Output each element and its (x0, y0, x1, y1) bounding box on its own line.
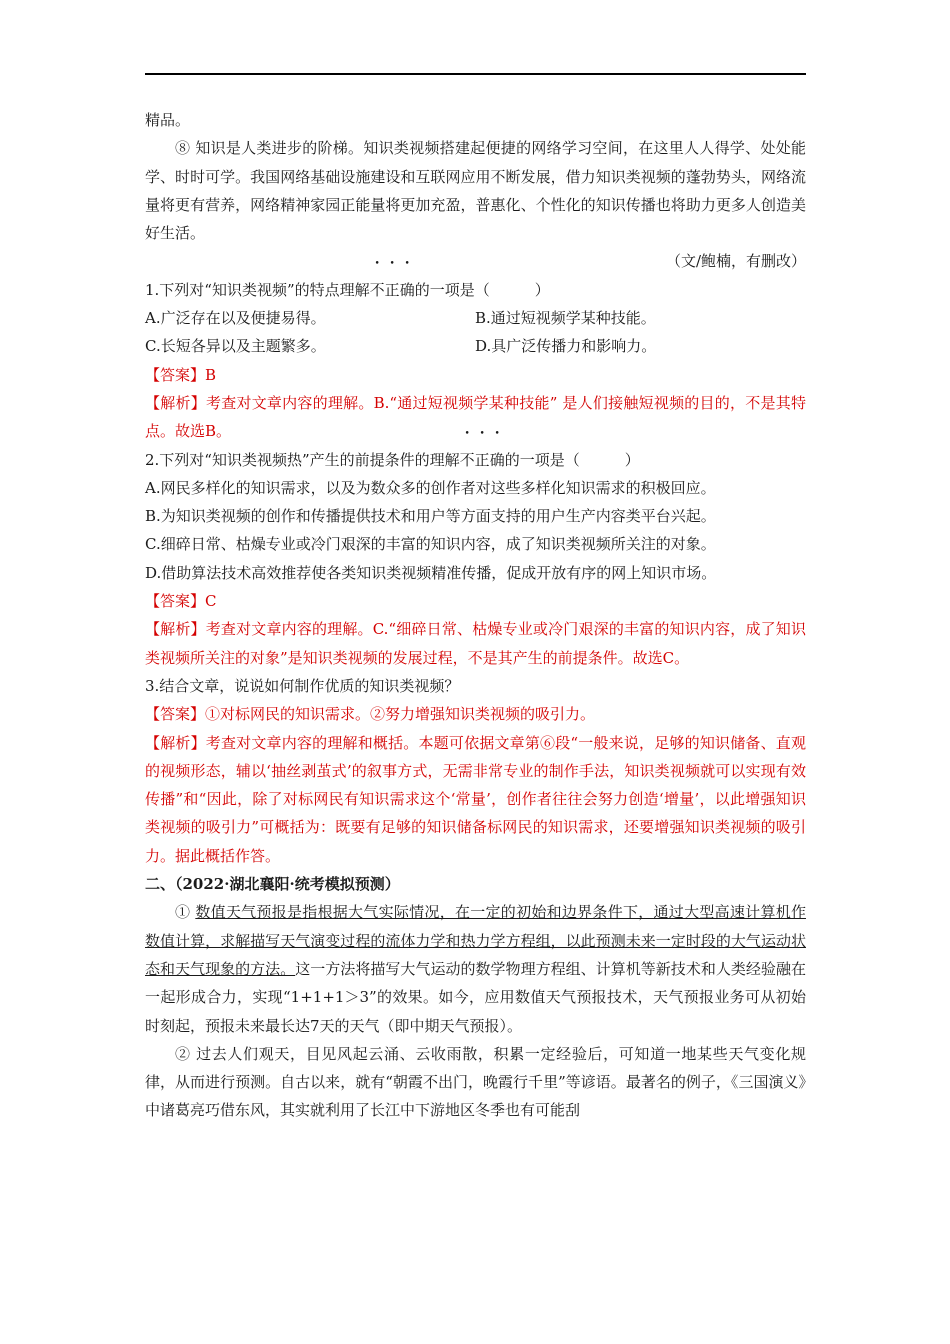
q2-option-a: A.网民多样化的知识需求，以及为数众多的创作者对这些多样化知识需求的积极回应。 (145, 478, 716, 497)
q3-stem: 3.结合文章，说说如何制作优质的知识类视频？ (145, 676, 460, 695)
emphasis-char: 不 (459, 450, 475, 469)
emphasis-char: 不 (369, 280, 385, 299)
q2-answer: 【答案】C (145, 592, 217, 611)
q1-option-b: B.通过短视频学某种技能。 (475, 309, 656, 328)
q2-analysis: 【解析】考查对文章内容的理解。C.“细碎日常、枯燥专业或冷门艰深的丰富的知识内容，成了知识类视频所关注的对象”是知识类视频的发展过程，不是其产生的前提条件。故选C。 (145, 620, 806, 667)
emphasis-char: 正 (474, 450, 490, 469)
q1-option-a: A.广泛存在以及便捷易得。 (145, 309, 326, 328)
emphasis-char: 确 (489, 450, 505, 469)
section-2-paragraph-2: ② 过去人们观天，目见风起云涌、云收雨散，积累一定经验后，可知道一地某些天气变化规律，从而进行预测。自古以来，就有“朝霞不出门，晚霞行千里”等谚语。最著名的例子，《三国演义》中诸葛亮巧借东风，其实就利用了长江中下游地区冬季也有可能刮 (145, 1044, 806, 1120)
q1-option-d: D.具广泛传播力和影响力。 (475, 337, 657, 356)
emphasis-char: 确 (399, 280, 415, 299)
q3-answer: 【答案】①对标网民的知识需求。②努力增强知识类视频的吸引力。 (145, 705, 596, 724)
source-citation: （文/鲍楠，有删改） (665, 252, 806, 271)
underlined-definition: 数值天气预报是指根据大气实际情况，在一定的初始和边界条件下，通过大型高速计算机作数值计算，求解描写天气演变过程的流体力学和热力学方程组，以此预测未来一定时段的大气运动状态和天气现象的方法。 (145, 903, 806, 978)
section-2-heading: 二、（2022·湖北襄阳·统考模拟预测） (145, 875, 400, 894)
document-page (145, 106, 806, 1125)
paragraph-8: ⑧ 知识是人类进步的阶梯。知识类视频搭建起便捷的网络学习空间，在这里人人得学、处处能学、时时可学。我国网络基础设施建设和互联网应用不断发展，借力知识类视频的蓬勃势头，网络流量将更有营养，网络精神家园正能量将更加充盈，普惠化、个性化的知识传播也将助力更多人创造美好生活。 (145, 139, 806, 243)
header-rule (145, 73, 806, 75)
q1-analysis: 【解析】考查对文章内容的理解。B.“通过短视频学某种技能” 是人们接触短视频的目的，不是其特点。故选B。 (145, 393, 806, 441)
emphasis-char: 正 (384, 280, 400, 299)
q2-option-b: B.为知识类视频的创作和传播提供技术和用户等方面支持的用户生产内容类平台兴起。 (145, 507, 716, 526)
q2-option-d: D.借助算法技术高效推荐使各类知识类视频精准传播，促成开放有序的网上知识市场。 (145, 563, 717, 582)
q1-answer: 【答案】B (145, 365, 217, 384)
q2-stem: 2.下列对“知识类视频热”产生的前提条件的理解不正确的一项是（ ） (145, 446, 806, 474)
q3-analysis: 【解析】考查对文章内容的理解和概括。本题可依据文章第⑥段“一般来说，足够的知识储备、直观的视频形态，辅以‘抽丝剥茧式’的叙事方式，无需非常专业的制作手法，知识类视频就可以实现有效传播”和“因此，除了对标网民有知识需求这个‘常量’，创作者往往会努力创造‘增量’，以此增强知识类视频的吸引力”可概括为：既要有足够的知识储备标网民的知识需求，还要增强知识类视频的吸引力。据此概括作答。 (145, 733, 806, 865)
section-2-paragraph-1: ① 数值天气预报是指根据大气实际情况，在一定的初始和边界条件下，通过大型高速计算机作数值计算，求解描写天气演变过程的流体力学和热力学方程组，以此预测未来一定时段的大气运动状态和天气现象的方法。这一方法将描写大气运动的数学物理方程组、计算机等新技术和人类经验融在一起形成合力，实现“1+1+1＞3”的效果。如今，应用数值天气预报技术，天气预报业务可从初始时刻起，预报未来最长达7天的天气（即中期天气预报）。 (145, 903, 806, 1035)
continued-text: 精品。 (145, 111, 191, 129)
q2-option-c: C.细碎日常、枯燥专业或冷门艰深的丰富的知识内容，成了知识类视频所关注的对象。 (145, 535, 716, 554)
q1-options (145, 304, 806, 361)
q1-stem: 1.下列对“知识类视频”的特点理解不正确的一项是（ ） (145, 276, 806, 304)
q1-option-c: C.长短各异以及主题繁多。 (145, 337, 326, 356)
